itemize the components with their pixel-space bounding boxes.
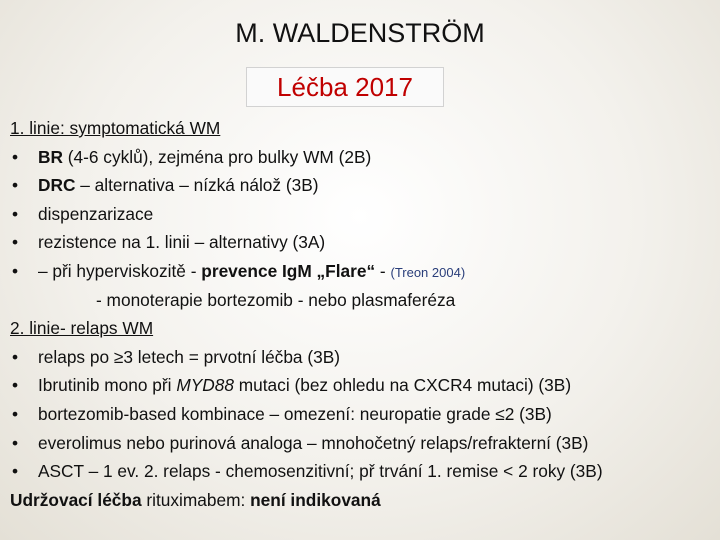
bullet-icon: •: [12, 232, 19, 253]
section-heading-line: [10, 314, 715, 343]
item-text: ASCT – 1 ev. 2. relaps - chemosenzitivní; př trvání 1. remise < 2 roky (3B): [38, 461, 603, 482]
bullet-icon: •: [12, 346, 19, 367]
list-item: [10, 429, 715, 458]
item-text: rezistence na 1. linii – alternativy (3A): [38, 232, 326, 253]
item-text: dispenzarizace: [38, 203, 154, 224]
list-item: [10, 171, 715, 200]
bullet-icon: •: [12, 203, 19, 224]
bullet-icon: •: [12, 375, 19, 396]
list-item: [10, 228, 715, 257]
item-text: -: [375, 260, 391, 281]
bullet-icon: •: [12, 432, 19, 453]
item-text: - monoterapie bortezomib - nebo plasmaferéza: [96, 289, 456, 310]
item-text: everolimus nebo purinová analoga – mnohočetný relaps/refrakterní (3B): [38, 432, 589, 453]
item-text: – alternativa – nízká nálož (3B): [75, 175, 319, 196]
subtitle-box: [246, 67, 444, 107]
item-text: bortezomib-based kombinace – omezení: neuropatie grade ≤2 (3B): [38, 403, 552, 424]
slide-title: M. WALDENSTRÖM: [235, 18, 485, 48]
list-item: [10, 200, 715, 229]
item-text: relaps po ≥3 letech = prvotní léčba (3B): [38, 346, 340, 367]
list-item: [10, 371, 715, 400]
maintenance-label: Udržovací léčba: [10, 489, 142, 510]
list-item: [10, 143, 715, 172]
list-item: [10, 457, 715, 486]
continuation-line: [10, 286, 715, 315]
section2-heading: 2. linie- relaps WM: [10, 318, 154, 339]
maintenance-line: [10, 486, 715, 515]
item-text: Ibrutinib mono při: [38, 375, 177, 396]
maintenance-value: není indikovaná: [250, 489, 381, 510]
item-bold: DRC: [38, 175, 76, 196]
list-item: [10, 257, 715, 286]
item-text: (4-6 cyklů), zejména pro bulky WM (2B): [62, 146, 372, 167]
list-item: [10, 343, 715, 372]
section-heading-first-line: [10, 114, 715, 143]
item-bold: prevence IgM „Flare“: [201, 260, 376, 281]
bullet-icon: •: [12, 146, 19, 167]
bullet-icon: •: [12, 403, 19, 424]
bullet-icon: •: [12, 175, 19, 196]
section1-heading: 1. linie: symptomatická WM: [10, 118, 221, 138]
item-bold: BR: [38, 146, 63, 167]
slide-content: [10, 114, 715, 514]
item-text: mutaci (bez ohledu na CXCR4 mutaci) (3B): [233, 375, 572, 396]
item-italic: MYD88: [176, 375, 234, 396]
bullet-icon: •: [12, 461, 19, 482]
maintenance-text: rituximabem:: [141, 489, 251, 510]
slide-subtitle: Léčba 2017: [277, 71, 413, 102]
item-text: – při hyperviskozitě -: [38, 260, 202, 281]
list-item: [10, 400, 715, 429]
bullet-icon: •: [12, 260, 19, 281]
citation: (Treon 2004): [390, 264, 466, 280]
